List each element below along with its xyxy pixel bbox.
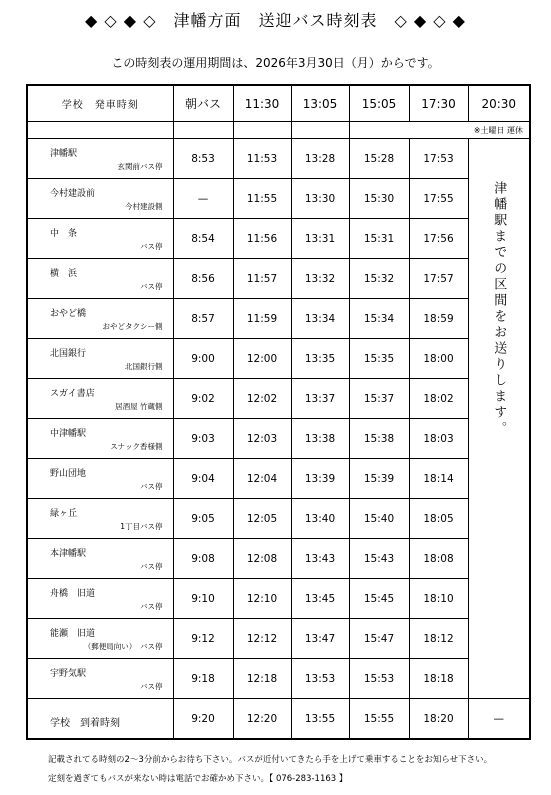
- stop-location: 居酒屋 竹蔵側: [115, 402, 163, 411]
- arrival-label: 学校 到着時刻: [50, 718, 120, 729]
- saturday-note: ※土曜日 運休: [349, 122, 530, 139]
- stop-location: 今村建設側: [125, 202, 163, 211]
- table-row: [27, 139, 530, 179]
- stop-name: 野山団地: [50, 469, 87, 479]
- time-cell: 15:47: [349, 619, 409, 659]
- stop-cell: [27, 419, 173, 459]
- time-cell: 18:59: [409, 299, 468, 339]
- arrival-time-cell: 13:55: [291, 699, 349, 740]
- time-cell: 12:18: [233, 659, 291, 699]
- time-cell: 9:04: [173, 459, 233, 499]
- stop-location: バス停: [140, 242, 163, 251]
- stop-name: 緑ヶ丘: [50, 509, 78, 519]
- arrival-time-cell: —: [468, 699, 530, 740]
- time-cell: 18:12: [409, 619, 468, 659]
- stop-cell: [27, 379, 173, 419]
- time-cell: 17:56: [409, 219, 468, 259]
- table-row: [27, 339, 530, 379]
- table-row: [27, 499, 530, 539]
- stop-name: 宇野気駅: [50, 669, 87, 679]
- time-cell: 18:10: [409, 579, 468, 619]
- time-cell: 9:12: [173, 619, 233, 659]
- stop-name: 今村建設前: [50, 189, 96, 199]
- time-cell: 15:43: [349, 539, 409, 579]
- time-cell: 13:39: [291, 459, 349, 499]
- time-cell: 11:53: [233, 139, 291, 179]
- stop-location: バス停: [140, 562, 163, 571]
- time-cell: 9:08: [173, 539, 233, 579]
- time-cell: 18:03: [409, 419, 468, 459]
- stop-cell: [27, 219, 173, 259]
- footnote-line-2: 定刻を過ぎてもバスが来ない時は電話でお確かめ下さい。【 076-283-1163 】: [48, 774, 348, 784]
- period-notice: この時刻表の運用期間は、2026年3月30日（月）からです。: [111, 56, 440, 70]
- stop-name: 舟橋 旧道: [50, 589, 96, 599]
- empty-cell: [173, 122, 233, 139]
- time-cell: 9:00: [173, 339, 233, 379]
- stop-cell: [27, 299, 173, 339]
- time-cell: 13:38: [291, 419, 349, 459]
- time-cell: 15:30: [349, 179, 409, 219]
- time-cell: 18:14: [409, 459, 468, 499]
- column-header: 13:05: [291, 85, 349, 122]
- table-row: [27, 579, 530, 619]
- stop-name: 津幡駅: [50, 149, 78, 159]
- table-row: [27, 219, 530, 259]
- stop-name: スガイ書店: [50, 389, 95, 399]
- page-title: ◆ ◇ ◆ ◇ 津幡方面 送迎バス時刻表 ◇ ◆ ◇ ◆: [85, 11, 466, 30]
- time-cell: 9:18: [173, 659, 233, 699]
- header-row: [27, 85, 530, 122]
- stop-name: 本津幡駅: [50, 549, 87, 559]
- time-cell: 11:56: [233, 219, 291, 259]
- stop-location: 玄関前バス停: [117, 162, 163, 171]
- stop-cell: [27, 339, 173, 379]
- time-cell: 12:10: [233, 579, 291, 619]
- time-cell: 15:39: [349, 459, 409, 499]
- stop-cell: [27, 459, 173, 499]
- time-cell: —: [173, 179, 233, 219]
- arrival-time-cell: 15:55: [349, 699, 409, 740]
- time-cell: 18:00: [409, 339, 468, 379]
- time-cell: 15:45: [349, 579, 409, 619]
- origin-header: 学校 発車時刻: [27, 85, 173, 122]
- time-cell: 12:12: [233, 619, 291, 659]
- time-cell: 13:30: [291, 179, 349, 219]
- time-cell: 8:57: [173, 299, 233, 339]
- vertical-note: 津幡駅までの区間をお送りします。: [491, 181, 507, 437]
- stop-location: バス停: [140, 682, 163, 691]
- stop-name: 北国銀行: [50, 349, 87, 359]
- time-cell: 15:38: [349, 419, 409, 459]
- arrival-time-cell: 9:20: [173, 699, 233, 740]
- empty-cell: [27, 122, 173, 139]
- time-cell: 12:05: [233, 499, 291, 539]
- stop-name: おやど橋: [50, 309, 87, 319]
- footnote-line-1: 記載されてる時刻の2～3分前からお待ち下さい。バスが近付いてきたら手を上げて乗車することをお知らせ下さい。: [48, 755, 493, 765]
- time-cell: 13:35: [291, 339, 349, 379]
- time-cell: 12:02: [233, 379, 291, 419]
- table-row: [27, 299, 530, 339]
- time-cell: 15:32: [349, 259, 409, 299]
- stop-location: バス停: [140, 282, 163, 291]
- note-row: [27, 122, 530, 139]
- time-cell: 8:53: [173, 139, 233, 179]
- time-cell: 8:56: [173, 259, 233, 299]
- stop-cell: [27, 659, 173, 699]
- arrival-time-cell: 12:20: [233, 699, 291, 740]
- time-cell: 18:02: [409, 379, 468, 419]
- stop-cell: [27, 179, 173, 219]
- table-row: [27, 459, 530, 499]
- stop-cell: [27, 259, 173, 299]
- table-row: [27, 619, 530, 659]
- time-cell: 13:31: [291, 219, 349, 259]
- time-cell: 13:34: [291, 299, 349, 339]
- vertical-note-cell: [468, 139, 530, 699]
- time-cell: 13:32: [291, 259, 349, 299]
- stop-location: バス停: [140, 482, 163, 491]
- empty-cell: [291, 122, 349, 139]
- table-row: [27, 379, 530, 419]
- time-cell: 12:00: [233, 339, 291, 379]
- column-header: 11:30: [233, 85, 291, 122]
- table-row: [27, 539, 530, 579]
- timetable: [26, 84, 531, 740]
- stop-name: 中津幡駅: [50, 429, 87, 439]
- time-cell: 15:40: [349, 499, 409, 539]
- stop-name: 横 浜: [50, 269, 78, 279]
- stop-name: 中 条: [50, 229, 78, 239]
- time-cell: 17:55: [409, 179, 468, 219]
- stop-location: スナック香様側: [110, 442, 163, 451]
- time-cell: 9:02: [173, 379, 233, 419]
- empty-cell: [233, 122, 291, 139]
- stop-cell: [27, 579, 173, 619]
- stop-location: 北国銀行側: [125, 362, 163, 371]
- time-cell: 13:45: [291, 579, 349, 619]
- column-header: 15:05: [349, 85, 409, 122]
- stop-location: 1丁目バス停: [120, 522, 163, 531]
- time-cell: 12:03: [233, 419, 291, 459]
- time-cell: 18:05: [409, 499, 468, 539]
- time-cell: 9:10: [173, 579, 233, 619]
- time-cell: 17:57: [409, 259, 468, 299]
- stop-location: おやどタクシー側: [102, 322, 163, 331]
- time-cell: 12:04: [233, 459, 291, 499]
- stop-cell: [27, 499, 173, 539]
- time-cell: 13:37: [291, 379, 349, 419]
- time-cell: 18:08: [409, 539, 468, 579]
- time-cell: 11:55: [233, 179, 291, 219]
- time-cell: 15:28: [349, 139, 409, 179]
- arrival-label-cell: [27, 699, 173, 740]
- time-cell: 13:47: [291, 619, 349, 659]
- time-cell: 13:43: [291, 539, 349, 579]
- time-cell: 13:53: [291, 659, 349, 699]
- time-cell: 18:18: [409, 659, 468, 699]
- stop-location: （郵便局向い） バス停: [83, 642, 163, 651]
- time-cell: 9:03: [173, 419, 233, 459]
- stop-name: 能瀬 旧道: [50, 629, 96, 639]
- time-cell: 11:59: [233, 299, 291, 339]
- table-row: [27, 179, 530, 219]
- table-row: [27, 419, 530, 459]
- stop-location: バス停: [140, 602, 163, 611]
- time-cell: 13:28: [291, 139, 349, 179]
- column-header: 朝バス: [173, 85, 233, 122]
- time-cell: 17:53: [409, 139, 468, 179]
- time-cell: 15:37: [349, 379, 409, 419]
- time-cell: 15:53: [349, 659, 409, 699]
- time-cell: 15:34: [349, 299, 409, 339]
- table-row: [27, 659, 530, 699]
- stop-cell: [27, 619, 173, 659]
- time-cell: 15:35: [349, 339, 409, 379]
- stop-cell: [27, 539, 173, 579]
- stop-cell: [27, 139, 173, 179]
- time-cell: 15:31: [349, 219, 409, 259]
- arrival-row: [27, 699, 530, 740]
- column-header: 20:30: [468, 85, 530, 122]
- time-cell: 13:40: [291, 499, 349, 539]
- time-cell: 11:57: [233, 259, 291, 299]
- time-cell: 12:08: [233, 539, 291, 579]
- column-header: 17:30: [409, 85, 468, 122]
- time-cell: 8:54: [173, 219, 233, 259]
- arrival-time-cell: 18:20: [409, 699, 468, 740]
- table-row: [27, 259, 530, 299]
- time-cell: 9:05: [173, 499, 233, 539]
